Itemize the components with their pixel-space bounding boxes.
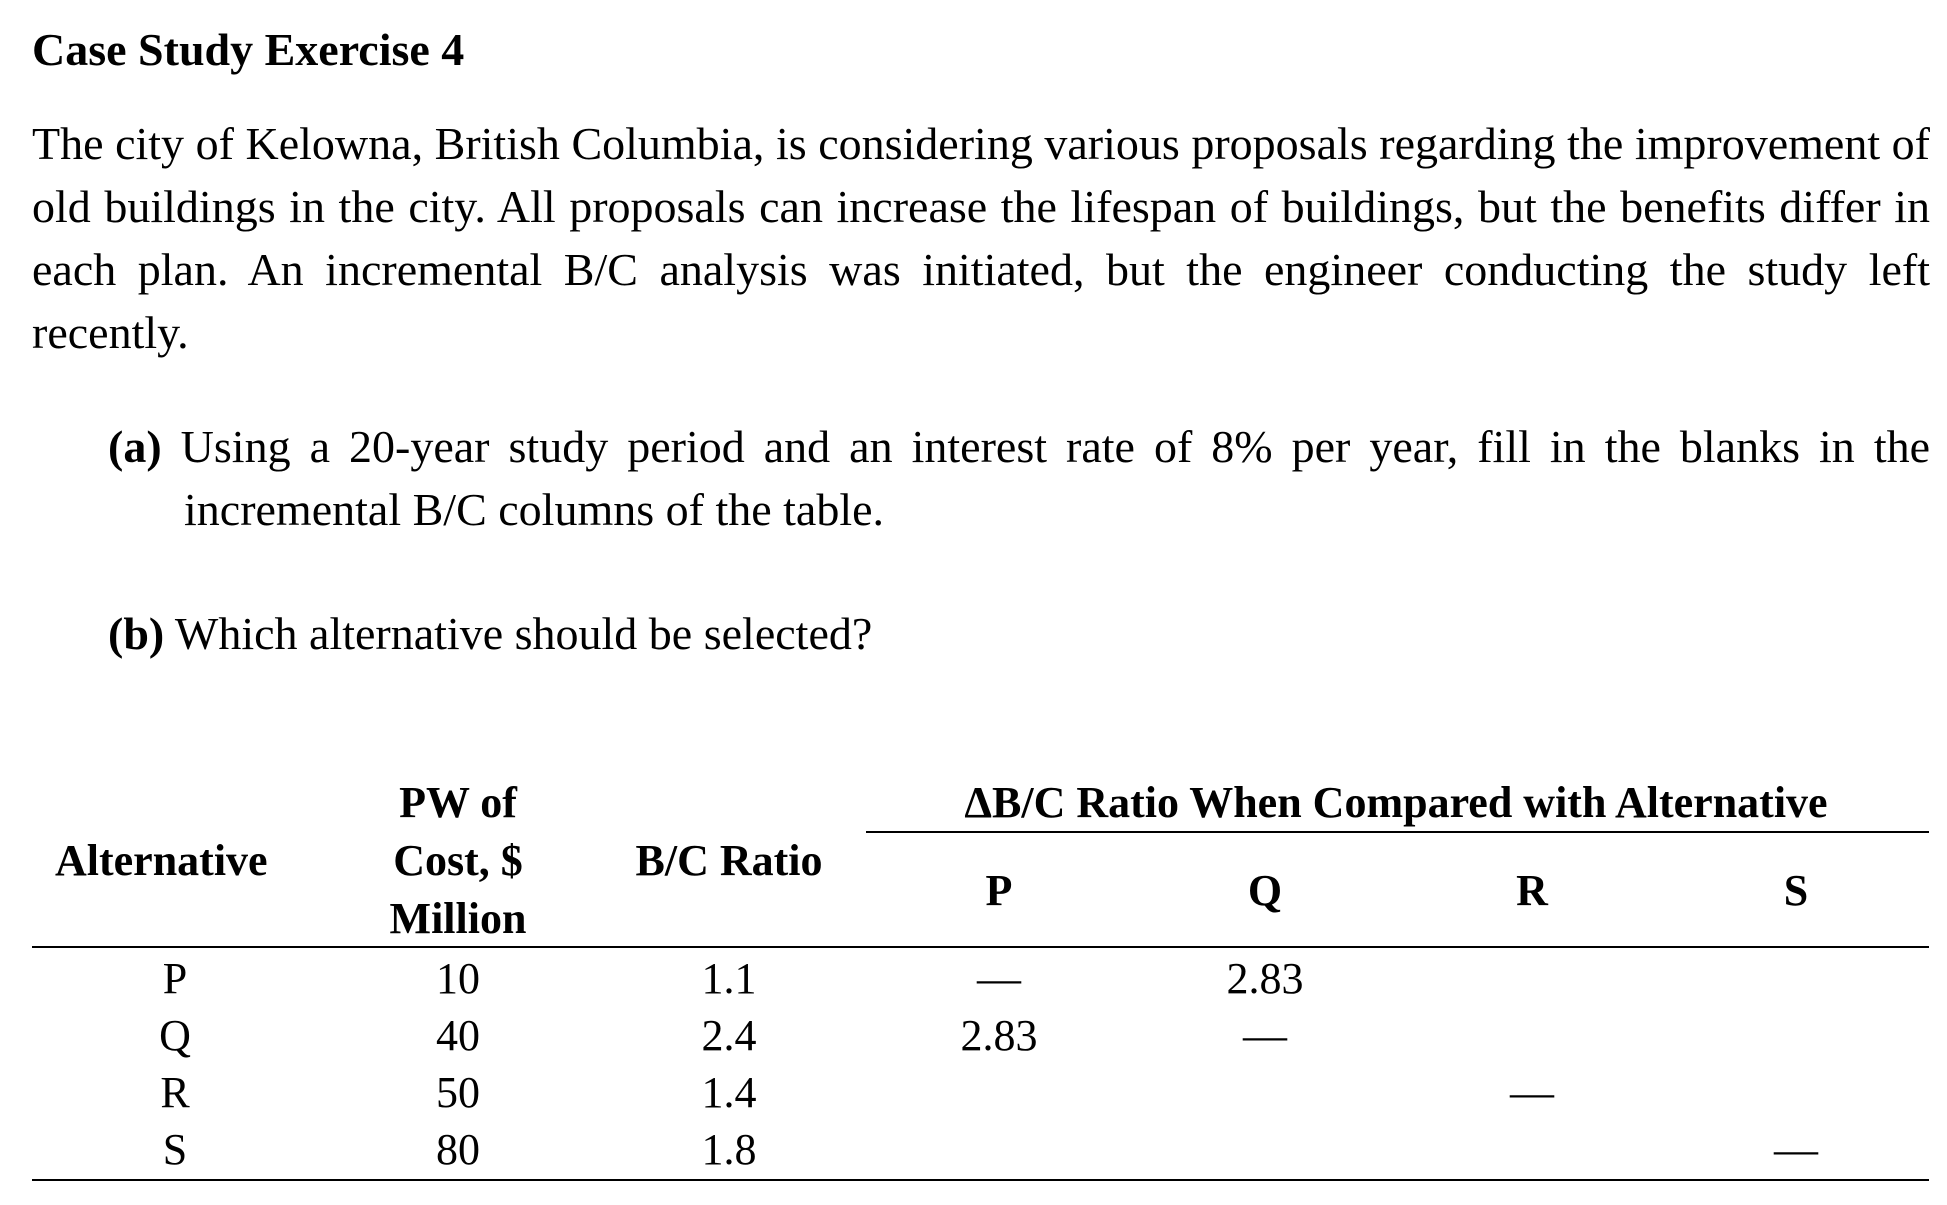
question-b-label: (b) [108,608,165,659]
row-r-bc-ratio: 1.4 [701,1068,757,1117]
header-pw-line3: Million [389,894,527,943]
row-q-vs-q: — [1243,1011,1287,1060]
header-compare-q: Q [1247,866,1283,915]
row-r-alternative: R [160,1068,190,1117]
row-p-vs-q: 2.83 [1226,954,1304,1003]
row-p-vs-p: — [977,954,1021,1003]
document-title: Case Study Exercise 4 [32,24,465,75]
header-bottom-rule [32,946,1929,948]
row-q-vs-p: 2.83 [960,1011,1038,1060]
header-pw-line2: Cost, $ [393,836,523,885]
row-p-alternative: P [162,954,188,1003]
header-compare-p: P [985,866,1013,915]
group-header-rule [866,831,1929,833]
row-p-pw-cost: 10 [436,954,480,1003]
header-compare-s: S [1783,866,1809,915]
row-s-vs-s: — [1774,1125,1818,1174]
intro-paragraph: The city of Kelowna, British Columbia, is considering various proposals regarding the improvement of old buildings in the city. All proposals can increase the lifespan of buildings, but the benefits differ in each plan. An incremental B/C analysis was initiated, but the engineer conducting the study left recently. [32,118,1930,358]
header-bc-ratio: B/C Ratio [635,836,823,885]
question-a-text: Using a 20-year study period and an interest rate of 8% per year, fill in the blanks in the incremental B/C columns of the table. [180,421,1931,535]
question-b-text: Which alternative should be selected? [174,608,873,659]
row-r-pw-cost: 50 [436,1068,480,1117]
header-compare-r: R [1516,866,1548,915]
row-q-alternative: Q [159,1011,191,1060]
table-bottom-rule [32,1179,1929,1181]
header-pw-line1: PW of [399,778,517,827]
header-alternative: Alternative [55,836,268,885]
row-s-pw-cost: 80 [436,1125,480,1174]
row-q-pw-cost: 40 [436,1011,480,1060]
row-s-alternative: S [162,1125,188,1174]
header-delta-bc-group: ΔB/C Ratio When Compared with Alternative [964,778,1828,827]
row-p-bc-ratio: 1.1 [701,954,757,1003]
row-s-bc-ratio: 1.8 [701,1125,757,1174]
row-q-bc-ratio: 2.4 [701,1011,757,1060]
row-r-vs-r: — [1510,1068,1554,1117]
question-a-label: (a) [108,421,162,472]
